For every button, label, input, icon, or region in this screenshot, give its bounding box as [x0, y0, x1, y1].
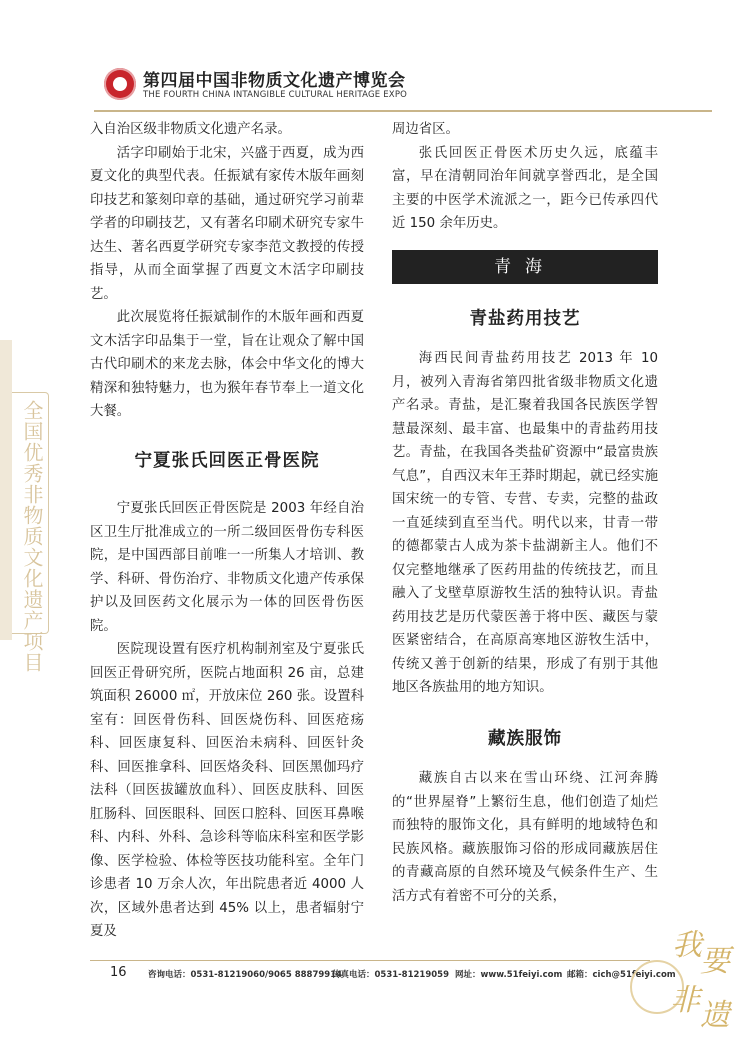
paragraph: 张氏回医正骨医术历史久远，底蕴丰富，早在清朝同治年间就享誉西北，是全国主要的中医学术流派之一，距今已传承四代近 150 余年历史。	[392, 145, 658, 231]
section-heading: 青盐药用技艺	[469, 308, 581, 329]
footer-divider	[90, 960, 650, 961]
paragraph: 周边省区。	[392, 122, 459, 137]
page-header	[0, 0, 740, 110]
watermark-char: 遗	[700, 998, 730, 1033]
right-column	[392, 118, 658, 908]
paragraph: 活字印刷始于北宋，兴盛于西夏，成为西夏文化的典型代表。任振斌有家传木版年画刻印技艺和篆刻印章的基础，通过研究学习前辈学者的印刷技艺，又有著名印刷术研究专家牛达生、著名西夏学研究专家李范文教授的传授指导，从而全面掌握了西夏文木活字印刷技艺。	[90, 145, 364, 302]
section-heading: 宁夏张氏回医正骨医院	[134, 450, 320, 471]
paragraph: 藏族自古以来在雪山环绕、江河奔腾的“世界屋脊”上繁衍生息，他们创造了灿烂而独特的服饰文化，具有鲜明的地域特色和民族风格。藏族服饰习俗的形成同藏族居住的青藏高原的自然环境及气候条件生产、生活方式有着密不可分的关系，	[392, 771, 658, 904]
side-label: 全国优秀非物质文化遗产项目	[20, 400, 44, 673]
header-divider	[94, 110, 712, 112]
paragraph: 此次展览将任振斌制作的木版年画和西夏文木活字印品集于一堂，旨在让观众了解中国古代印刷术的来龙去脉，体会中华文化的博大精深和独特魅力，也为猴年春节奉上一道文化大餐。	[90, 310, 364, 419]
footer-phone: 咨询电话：0531-81219060/9065 88879914	[148, 970, 343, 980]
section-heading: 藏族服饰	[488, 728, 562, 749]
left-column	[90, 118, 364, 944]
expo-logo-icon	[104, 68, 136, 100]
footer-fax: 传真电话：0531-81219059	[332, 970, 450, 980]
watermark-char: 要	[700, 944, 730, 979]
footer-email: 邮箱：cich@51feiyi.com	[567, 970, 676, 980]
paragraph: 入自治区级非物质文化遗产名录。	[90, 122, 291, 137]
watermark-char: 我	[672, 928, 702, 963]
paragraph: 医院现设置有医疗机构制剂室及宁夏张氏回医正骨研究所，医院占地面积 26 亩，总建筑面积 26000 ㎡，开放床位 260 张。设置科室有：回医骨伤科、回医烧伤科、回医疮疡科、回医康复科、回医治未病科、回医针灸科、回医推拿科、回医烙灸科、回医黑伽玛疗法科（回医拔罐放血科）、回医皮肤科、回医肛肠科、回医眼科、回医口腔科、回医耳鼻喉科、内科、外科、急诊科等临床科室和医学影像、医学检验、体检等医技功能科室。全年门诊患者 10 万余人次，年出院患者近 4000 人次，区域外患者达到 45% 以上，患者辐射宁夏及	[90, 642, 364, 939]
paragraph: 海西民间青盐药用技艺 2013 年 10 月，被列入青海省第四批省级非物质文化遗产名录。青盐，是汇聚着我国各民族医学智慧最深刻、最丰富、也最集中的青盐药用技艺。青盐，在我国各类盐矿资源中“最富贵族气息”，自西汉末年王莽时期起，就已经实施国宋统一的专管、专营、专卖，完整的盐政一直延续到直至当代。明代以来，甘青一带的德都蒙古人成为茶卡盐湖新主人。他们不仅完整地继承了医药用盐的传统技艺，而且融入了戈壁草原游牧生活的独特认识。青盐药用技艺是历代蒙医善于将中医、藏医与蒙医紧密结合，在高原高寒地区游牧生活中，传统又善于创新的结果，形成了有别于其他地区各族盐用的地方知识。	[392, 351, 658, 695]
paragraph: 宁夏张氏回医正骨医院是 2003 年经自治区卫生厅批准成立的一所二级回医骨伤专科医院，是中国西部目前唯一一所集人才培训、教学、科研、骨伤治疗、非物质文化遗产传承保护以及回医药文化展示为一体的回医骨伤医院。	[90, 501, 364, 634]
expo-subtitle: THE FOURTH CHINA INTANGIBLE CULTURAL HERITAGE EXPO	[143, 90, 408, 100]
footer-website: 网址：www.51feiyi.com	[455, 970, 563, 980]
region-banner: 青海	[392, 250, 658, 284]
expo-title: 第四届中国非物质文化遗产博览会	[143, 71, 406, 91]
page-number: 16	[110, 965, 127, 980]
watermark-char: 非	[670, 983, 700, 1018]
side-strip	[0, 340, 12, 640]
